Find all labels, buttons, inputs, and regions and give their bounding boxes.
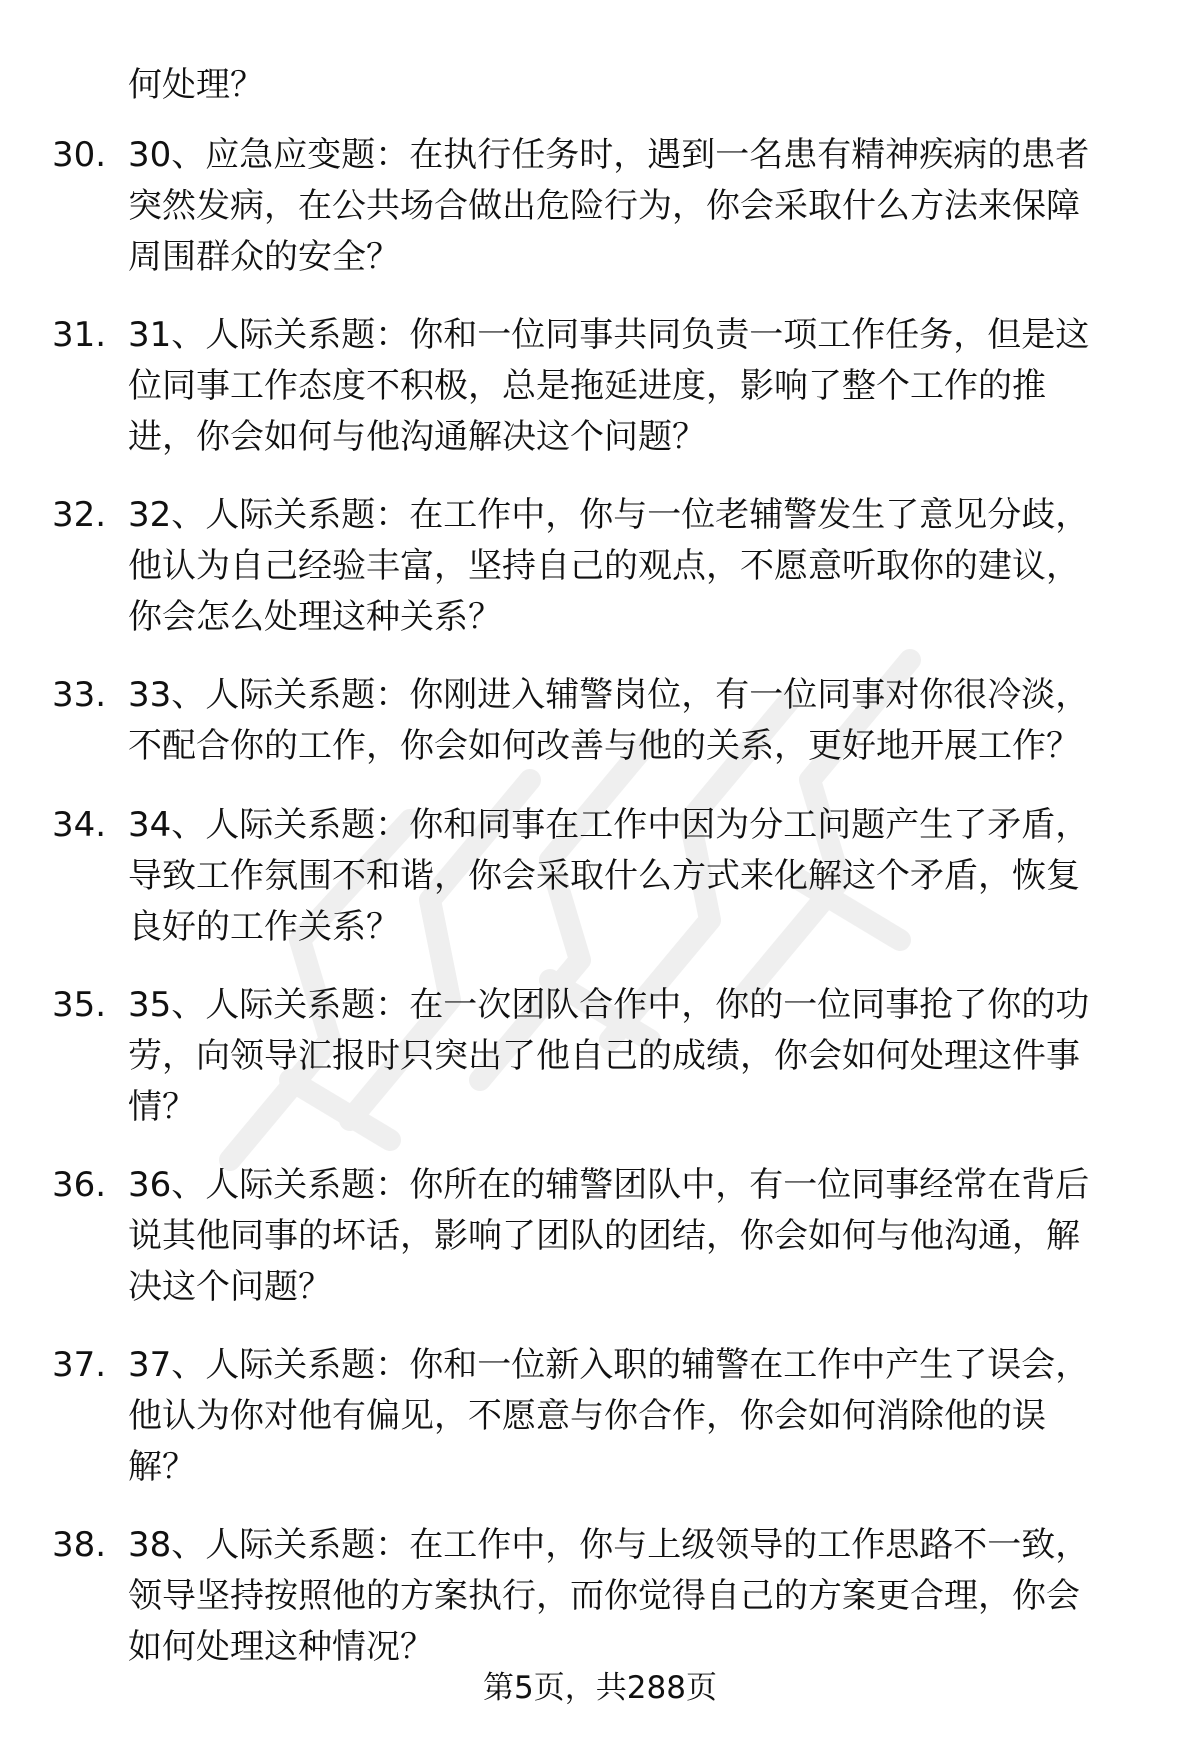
question-text-line: 周围群众的安全？	[128, 237, 400, 277]
question-text-line: 劳，向领导汇报时只突出了他自己的成绩，你会如何处理这件事	[128, 1036, 1080, 1076]
question-text-line: 进，你会如何与他沟通解决这个问题？	[128, 417, 706, 457]
question-number: 32.	[52, 495, 107, 535]
question-text-line: 不配合你的工作，你会如何改善与他的关系，更好地开展工作？	[128, 726, 1080, 766]
carry-over-text: 何处理？	[128, 65, 264, 105]
question-number: 38.	[52, 1525, 107, 1565]
question-text-line: 33、人际关系题：你刚进入辅警岗位，有一位同事对你很冷淡，	[128, 675, 1090, 715]
question-text-line: 决这个问题？	[128, 1267, 332, 1307]
question-text-line: 突然发病，在公共场合做出危险行为，你会采取什么方法来保障	[128, 186, 1080, 226]
question-text-line: 领导坚持按照他的方案执行，而你觉得自己的方案更合理，你会	[128, 1576, 1080, 1616]
question-number: 37.	[52, 1345, 107, 1385]
question-text-line: 32、人际关系题：在工作中，你与一位老辅警发生了意见分歧，	[128, 495, 1090, 535]
page-footer: 第5页，共288页	[483, 1670, 717, 1706]
question-number: 36.	[52, 1165, 107, 1205]
question-text-line: 他认为自己经验丰富，坚持自己的观点，不愿意听取你的建议，	[128, 546, 1080, 586]
question-text-line: 位同事工作态度不积极，总是拖延进度，影响了整个工作的推	[128, 366, 1046, 406]
question-text-line: 他认为你对他有偏见，不愿意与你合作，你会如何消除他的误	[128, 1396, 1046, 1436]
question-text-line: 你会怎么处理这种关系？	[128, 597, 502, 637]
question-text-line: 37、人际关系题：你和一位新入职的辅警在工作中产生了误会，	[128, 1345, 1090, 1385]
question-number: 31.	[52, 315, 107, 355]
question-text-line: 30、应急应变题：在执行任务时，遇到一名患有精神疾病的患者	[128, 135, 1090, 175]
question-text-line: 34、人际关系题：你和同事在工作中因为分工问题产生了矛盾，	[128, 805, 1090, 845]
question-text-line: 如何处理这种情况？	[128, 1627, 434, 1667]
question-number: 30.	[52, 135, 107, 175]
question-text-line: 35、人际关系题：在一次团队合作中，你的一位同事抢了你的功	[128, 985, 1090, 1025]
question-text-line: 解？	[128, 1447, 196, 1487]
question-text-line: 38、人际关系题：在工作中，你与上级领导的工作思路不一致，	[128, 1525, 1090, 1565]
question-number: 35.	[52, 985, 107, 1025]
question-text-line: 36、人际关系题：你所在的辅警团队中，有一位同事经常在背后	[128, 1165, 1090, 1205]
question-text-line: 说其他同事的坏话，影响了团队的团结，你会如何与他沟通，解	[128, 1216, 1080, 1256]
question-text-line: 良好的工作关系？	[128, 907, 400, 947]
question-text-line: 31、人际关系题：你和一位同事共同负责一项工作任务，但是这	[128, 315, 1090, 355]
question-text-line: 情？	[128, 1087, 196, 1127]
question-number: 34.	[52, 805, 107, 845]
question-number: 33.	[52, 675, 107, 715]
question-text-line: 导致工作氛围不和谐，你会采取什么方式来化解这个矛盾，恢复	[128, 856, 1080, 896]
